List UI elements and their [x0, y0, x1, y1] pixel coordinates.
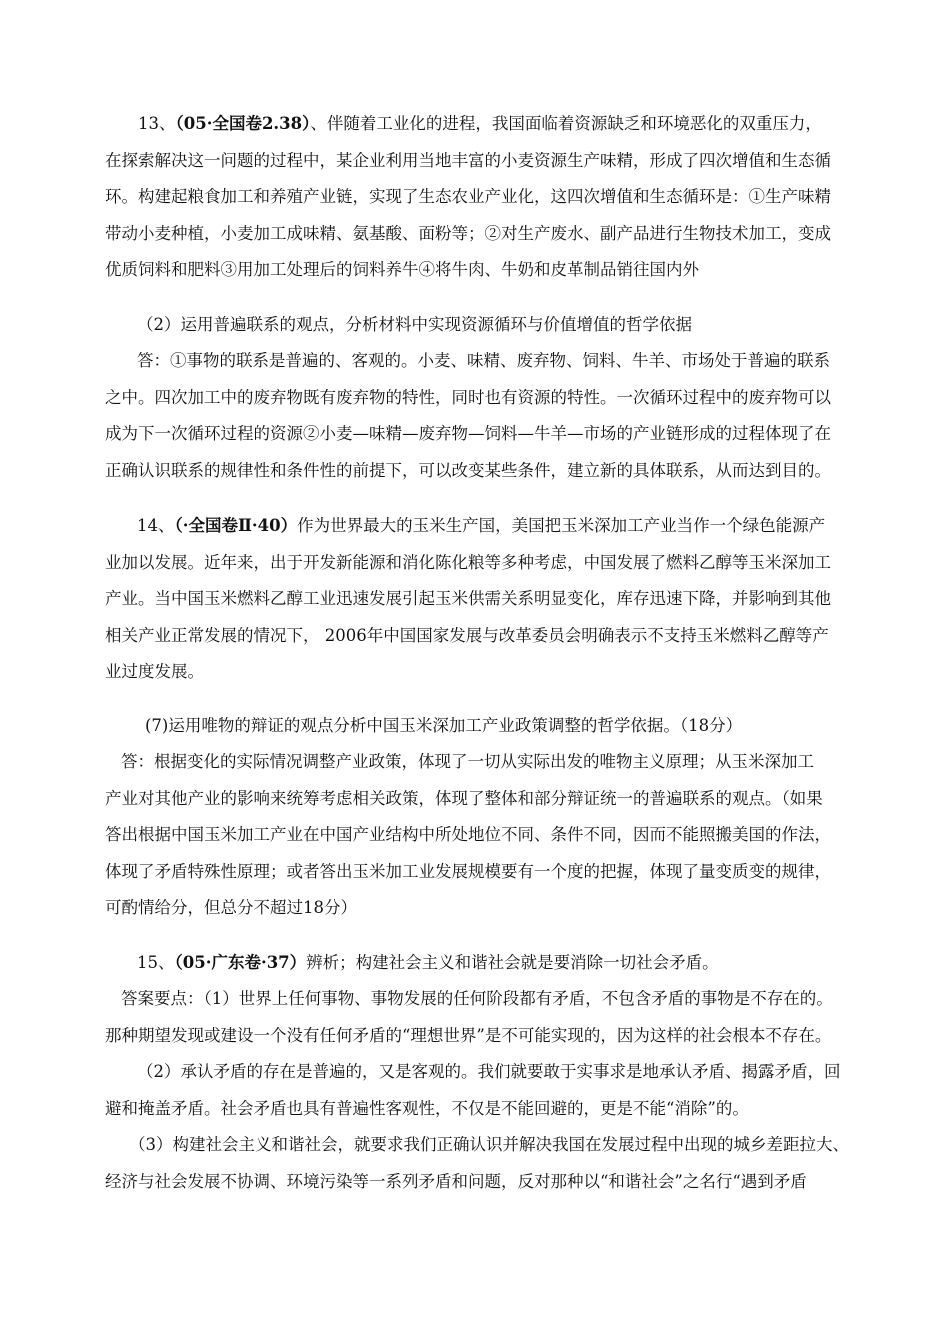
- q14-answer-line: 产业对其他产业的影响来统筹考虑相关政策，体现了整体和部分辩证统一的普遍联系的观点。（如果: [105, 788, 823, 808]
- q13-answer: [105, 343, 845, 489]
- q13-number: 13、: [138, 114, 176, 133]
- q14-answer: [105, 744, 845, 927]
- q14-number: 14、: [137, 516, 175, 535]
- q15-first-line: [105, 945, 845, 982]
- q15-source: （05·广东卷·37）: [174, 953, 307, 972]
- q13-question: （2）运用普遍联系的观点，分析材料中实现资源循环与价值增值的哲学依据: [137, 315, 692, 334]
- q15-number: 15、: [137, 953, 175, 972]
- q14-first-line: [105, 508, 845, 545]
- q14-line: 相关产业正常发展的情况下， 2006年中国国家发展与改革委员会明确表示不支持玉米燃料乙醇等产: [105, 625, 829, 645]
- q14-stem: [105, 508, 845, 691]
- q14-question: (7)运用唯物的辩证的观点分析中国玉米深加工产业政策调整的哲学依据。（18分）: [145, 716, 743, 735]
- q13-line: 环。构建起粮食加工和养殖产业链，实现了生态农业产业化，这四次增值和生态循环是：①生产味精: [105, 187, 831, 206]
- q14-line: 业加以发展。近年来，出于开发新能源和消化陈化粮等多种考虑，中国发展了燃料乙醇等玉米深加工: [105, 552, 831, 572]
- q15-stem: [105, 945, 845, 982]
- q13-line: 在探索解决这一问题的过程中，某企业利用当地丰富的小麦资源生产味精，形成了四次增值和生态循: [105, 150, 831, 170]
- q15-answer-point-3: [105, 1127, 849, 1200]
- q15-line: 辨析；构建社会主义和谐社会就是要消除一切社会矛盾。: [306, 953, 719, 972]
- q13-first-line: [105, 106, 845, 143]
- q15-answer-point-1: [105, 981, 845, 1054]
- q15-answer-point-2: [105, 1054, 845, 1127]
- q13-line: 带动小麦种植，小麦加工成味精、氨基酸、面粉等；②对生产废水、副产品进行生物技术加工，变成: [105, 223, 831, 243]
- q14-line: 产业。当中国玉米燃料乙醇工业迅速发展引起玉米供需关系明显变化，库存迅速下降，并影响到其他: [105, 589, 831, 608]
- q15-answer-line: 那种期望发现或建设一个没有任何矛盾的“理想世界”是不可能实现的，因为这样的社会根本不存在。: [105, 1025, 832, 1045]
- q15-answer-line: 答案要点：（1）世界上任何事物、事物发展的任何阶段都有矛盾，不包含矛盾的事物是不存在的。: [121, 989, 833, 1008]
- q14-answer-line: 可酌情给分，但总分不超过18分）: [105, 898, 357, 917]
- q13-answer-line: 答：①事物的联系是普遍的、客观的。小麦、味精、废弃物、饲料、牛羊、市场处于普遍的联系: [137, 351, 830, 370]
- q13-line: 、伴随着工业化的进程，我国面临着资源缺乏和环境恶化的双重压力，: [310, 114, 822, 133]
- q13-line: 优质饲料和肥料③用加工处理后的饲料养牛④将牛肉、牛奶和皮革制品销往国内外: [105, 260, 699, 279]
- q13-source: （05·全国卷2.38）: [175, 114, 311, 133]
- q13-answer-line: 成为下一次循环过程的资源②小麦—味精—废弃物—饲料—牛羊—市场的产业链形成的过程体现了在: [105, 424, 831, 443]
- q14-source: （·全国卷Ⅱ·40）: [174, 516, 298, 535]
- q13-answer-line: 之中。四次加工中的废弃物既有废弃物的特性，同时也有资源的特性。一次循环过程中的废弃物可以: [105, 387, 831, 407]
- q15-answer-line: 经济与社会发展不协调、环境污染等一系列矛盾和问题，反对那种以“和谐社会”之名行“遇到矛盾: [105, 1171, 807, 1191]
- q14-answer-line: 体现了矛盾特殊性原理；或者答出玉米加工业发展规模要有一个度的把握，体现了量变质变的规律，: [105, 861, 831, 881]
- q13-answer-line: 正确认识联系的规律性和条件性的前提下，可以改变某些条件，建立新的具体联系，从而达到目的。: [105, 460, 831, 480]
- q14-answer-line: 答：根据变化的实际情况调整产业政策，体现了一切从实际出发的唯物主义原理；从玉米深加工: [121, 752, 814, 771]
- q13-stem: [105, 106, 845, 289]
- q15-answer-line: （2）承认矛盾的存在是普遍的，又是客观的。我们就要敢于实事求是地承认矛盾、揭露矛盾，回: [137, 1062, 841, 1081]
- q14-line: 业过度发展。: [105, 662, 204, 681]
- q14-line: 作为世界最大的玉米生产国，美国把玉米深加工产业当作一个绿色能源产: [297, 516, 826, 535]
- q15-answer-line: （3）构建社会主义和谐社会，就要求我们正确认识并解决我国在发展过程中出现的城乡差距拉大、: [129, 1135, 849, 1154]
- q14-answer-line: 答出根据中国玉米加工产业在中国产业结构中所处地位不同、条件不同，因而不能照搬美国的作法，: [105, 825, 831, 844]
- q15-answer-line: 避和掩盖矛盾。社会矛盾也具有普遍性客观性，不仅是不能回避的，更是不能“消除”的。: [105, 1098, 749, 1118]
